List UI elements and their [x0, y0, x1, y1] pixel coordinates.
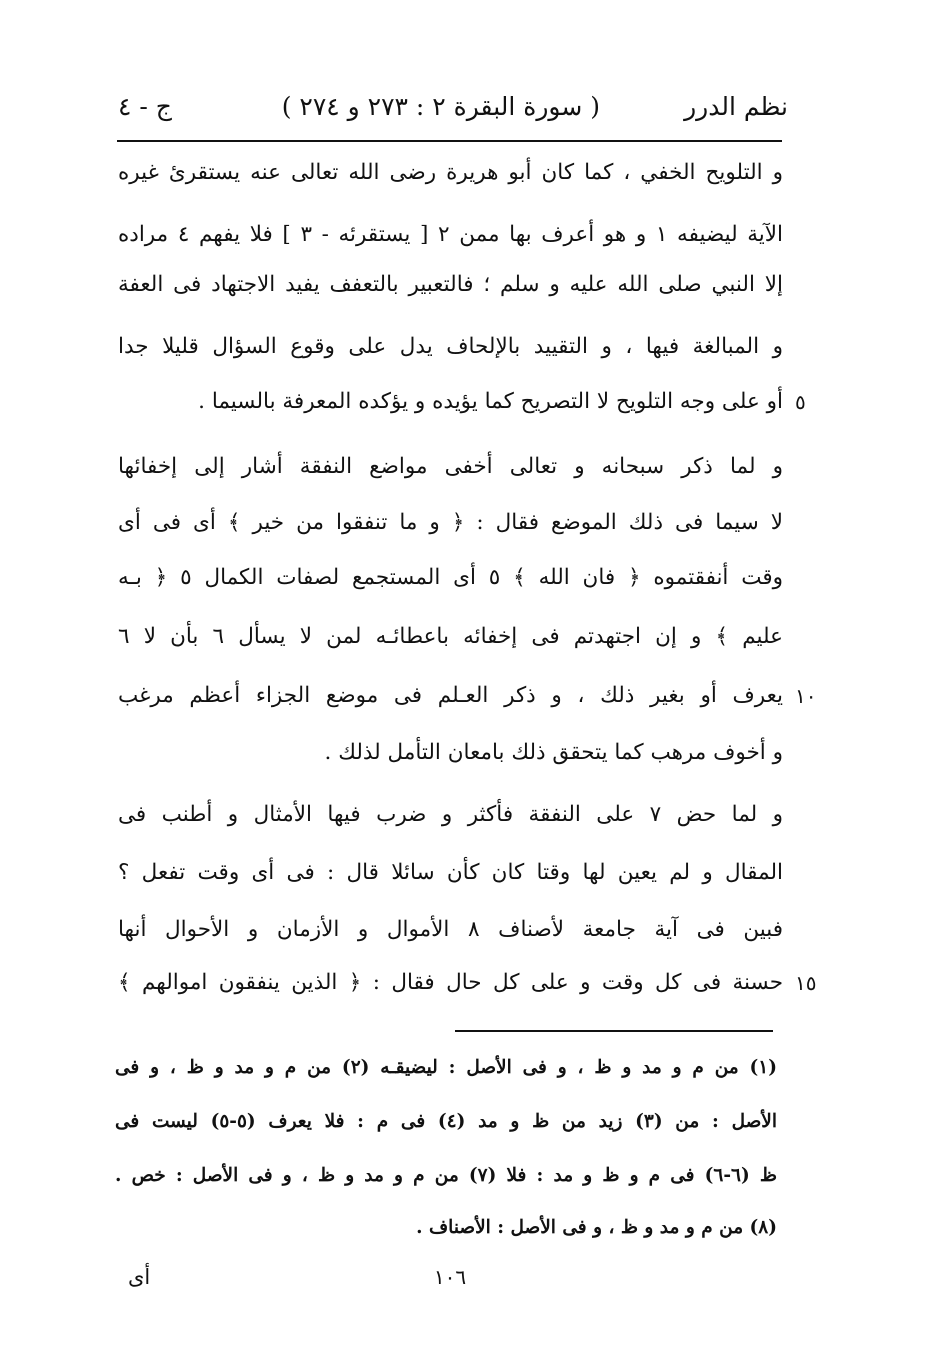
- body-line: الآية ليضيفه ١ و هو أعرف بها ممن ٢ [ يستقرئه - ٣ ] فلا يفهم ٤ مراده: [118, 222, 783, 247]
- surah-reference: ( سورة البقرة ٢ : ٢٧٣ و ٢٧٤ ): [281, 92, 600, 121]
- footnote-line: الأصل : من (٣) زيد من ظ و مد (٤) فى م : فلا يعرف (٥-٥) ليست فى: [115, 1111, 777, 1132]
- body-line: عليم ﴾ و إن اجتهدتم فى إخفائه باعطائـه لمن لا يسأل ٦ بأن لا ٦: [118, 624, 783, 649]
- body-line: لا سيما فى ذلك الموضع فقال : ﴿ و ما تنفقوا من خير ﴾ أى فى أى: [118, 510, 783, 535]
- body-line: و المبالغة فيها ، و التقييد بالإلحاف يدل على وقوع السؤال قليلا جدا: [118, 334, 783, 359]
- line-number: ٥: [795, 390, 806, 414]
- body-line: إلا النبي صلى الله عليه و سلم ؛ فالتعبير بالتعفف يفيد الاجتهاد فى العفة: [118, 272, 783, 297]
- body-line: يعرف أو بغير ذلك ، و ذكر العـلم فى موضع الجزاء أعظم مرغب: [118, 683, 783, 708]
- body-line: و لما ذكر سبحانه و تعالى أخفى مواضع النفقة أشار إلى إخفائها: [118, 454, 783, 479]
- line-number: ١٠: [795, 684, 817, 708]
- body-line: المقال و لم يعين لها وقتا كان كأن سائلا قال : فى أى وقت تفعل ؟: [118, 860, 783, 885]
- volume-number: ج - ٤: [118, 92, 172, 121]
- header-rule: [117, 140, 782, 142]
- footnote-rule: [455, 1030, 773, 1032]
- body-line: وقت أنفقتموه ﴿ فان الله ﴾ ٥ أى المستجمع لصفات الكمال ٥ ﴿ بـه: [118, 565, 783, 590]
- footnote-line: (١) من م و مد و ظ ، و فى الأصل : ليضيقـه (٢) من م و مد و ظ ، و فى: [115, 1057, 777, 1078]
- body-line: و أخوف مرهب كما يتحقق ذلك بامعان التأمل لذلك .: [324, 740, 783, 765]
- footnote-line: ظ (٦-٦) فى م و ظ و مد : فلا (٧) من م و مد و ظ ، و فى الأصل : خص .: [115, 1165, 777, 1186]
- body-line: و لما حض ٧ على النفقة فأكثر و ضرب فيها الأمثال و أطنب فى: [118, 802, 783, 827]
- line-number: ١٥: [795, 971, 817, 995]
- body-line: فبين فى آية جامعة لأصناف ٨ الأموال و الأزمان و الأحوال أنها: [118, 917, 783, 942]
- page-number: ١٠٦: [433, 1265, 467, 1289]
- body-line: أو على وجه التلويح لا التصريح كما يؤيده و يؤكده المعرفة بالسيما .: [198, 389, 783, 414]
- body-line: حسنة فى كل وقت و على كل حال فقال : ﴿ الذين ينفقون اموالهم ﴾: [118, 970, 783, 995]
- footnote-line: (٨) من م و مد و ظ ، و فى الأصل : الأصناف .: [416, 1217, 777, 1238]
- catchword: أى: [128, 1265, 151, 1289]
- book-title: نظم الدرر: [684, 92, 788, 121]
- body-line: و التلويح الخفي ، كما كان أبو هريرة رضى الله تعالى عنه يستقرئ غيره: [118, 160, 783, 185]
